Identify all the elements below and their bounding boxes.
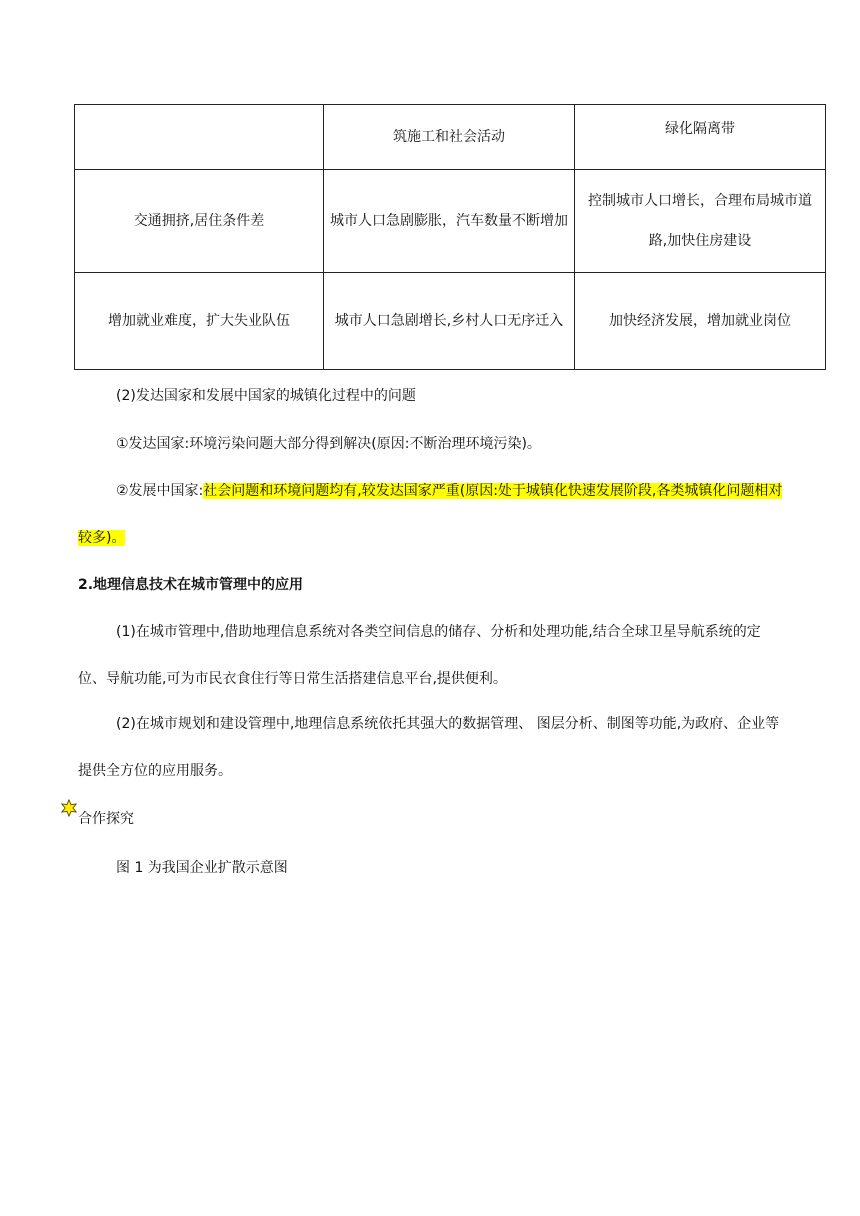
table-cell: 筑施工和社会活动 — [324, 105, 575, 170]
paragraph-developed: ①发达国家:环境污染问题大部分得到解决(原因:不断治理环境污染)。 — [116, 436, 541, 452]
table-cell: 交通拥挤,居住条件差 — [75, 170, 324, 273]
paragraph: (1)在城市管理中,借助地理信息系统对各类空间信息的储存、分析和处理功能,结合全球卫星导航系统的定位、导航功能,可为市民衣食住行等日常生活搭建信息平台,提供便利。 — [78, 624, 761, 687]
table-cell: 增加就业难度，扩大失业队伍 — [75, 273, 324, 370]
explore-heading: 合作探究 — [78, 811, 134, 827]
table-row — [75, 105, 826, 170]
star-icon — [60, 799, 78, 817]
highlighted-text: 社会问题和环境问题均有,较发达国家严重(原因:处于城镇化快速发展阶段,各类城镇化问题相对较多)。 — [78, 483, 783, 546]
table-cell — [75, 105, 324, 170]
table-row — [75, 170, 826, 273]
problems-table — [74, 104, 826, 370]
sub-heading: (2)发达国家和发展中国家的城镇化过程中的问题 — [116, 388, 416, 404]
table-cell: 控制城市人口增长，合理布局城市道路,加快住房建设 — [575, 170, 826, 273]
table-cell: 城市人口急剧膨胀，汽车数量不断增加 — [324, 170, 575, 273]
paragraph-developing — [78, 468, 784, 562]
table-cell: 城市人口急剧增长,乡村人口无序迁入 — [324, 273, 575, 370]
paragraph: (2)在城市规划和建设管理中,地理信息系统依托其强大的数据管理、 图层分析、制图等功能,为政府、企业等提供全方位的应用服务。 — [78, 716, 780, 779]
table-cell: 加快经济发展，增加就业岗位 — [575, 273, 826, 370]
section-heading: 2.地理信息技术在城市管理中的应用 — [78, 577, 304, 593]
figure-caption: 图 1 为我国企业扩散示意图 — [116, 860, 288, 876]
table-row — [75, 273, 826, 370]
table-cell: 绿化隔离带 — [575, 105, 826, 170]
paragraph-prefix: ②发展中国家: — [116, 483, 204, 499]
